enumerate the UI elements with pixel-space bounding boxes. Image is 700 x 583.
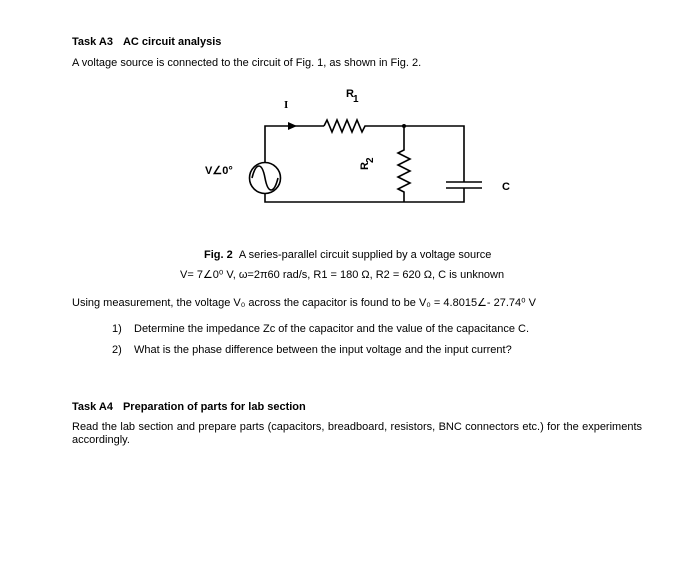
question-2-text: What is the phase difference between the input voltage and the input current? (134, 344, 512, 356)
task-a3-heading (72, 36, 221, 48)
r1-resistor-symbol (324, 120, 404, 132)
r1-label-sub: 1 (352, 94, 359, 105)
circuit-diagram (196, 82, 516, 232)
question-2-number: 2) (112, 344, 122, 356)
task-a4-number: Task A4 (72, 401, 113, 413)
r2-label-sub: 2 (365, 157, 376, 164)
figure-parameters: V= 7∠0⁰ V, ω=2π60 rad/s, R1 = 180 Ω, R2 = 620 Ω, C is unknown (180, 269, 505, 281)
r1-label (346, 88, 359, 105)
task-a4-title: Preparation of parts for lab section (122, 401, 306, 413)
r2-label (359, 157, 376, 170)
task-a3-number: Task A3 (72, 36, 113, 48)
r2-label-main: R (359, 162, 371, 170)
task-a3-intro: A voltage source is connected to the circuit of Fig. 1, as shown in Fig. 2. (72, 57, 422, 69)
measurement-text: Using measurement, the voltage V₀ across the capacitor is found to be V₀ = 4.8015∠- 27.74⁰ V (72, 297, 536, 309)
task-a3-title: AC circuit analysis (122, 36, 222, 48)
question-1-number: 1) (112, 323, 122, 335)
figure-caption-text: A series-parallel circuit supplied by a voltage source (238, 249, 492, 261)
source-label: V∠0° (205, 165, 233, 177)
question-1-text: Determine the impedance Zc of the capacitor and the value of the capacitance C. (134, 323, 530, 335)
figure-caption-number: Fig. 2 (204, 249, 233, 261)
r2-resistor-symbol (398, 126, 410, 202)
r1-label-main: R (346, 88, 354, 100)
current-arrow-icon (288, 122, 297, 130)
question-1 (112, 323, 529, 335)
current-label: I (284, 99, 289, 111)
task-a4-heading (72, 401, 306, 413)
capacitor-label: C (502, 181, 510, 193)
r2-label-group (359, 157, 376, 170)
junction-dot (402, 124, 406, 128)
sine-wave-icon (252, 166, 278, 190)
question-2 (112, 344, 512, 356)
task-a4-body: Read the lab section and prepare parts (capacitors, breadboard, resistors, BNC connectors etc.) for the experiments accordingly. (72, 421, 642, 446)
figure-caption (204, 249, 491, 261)
